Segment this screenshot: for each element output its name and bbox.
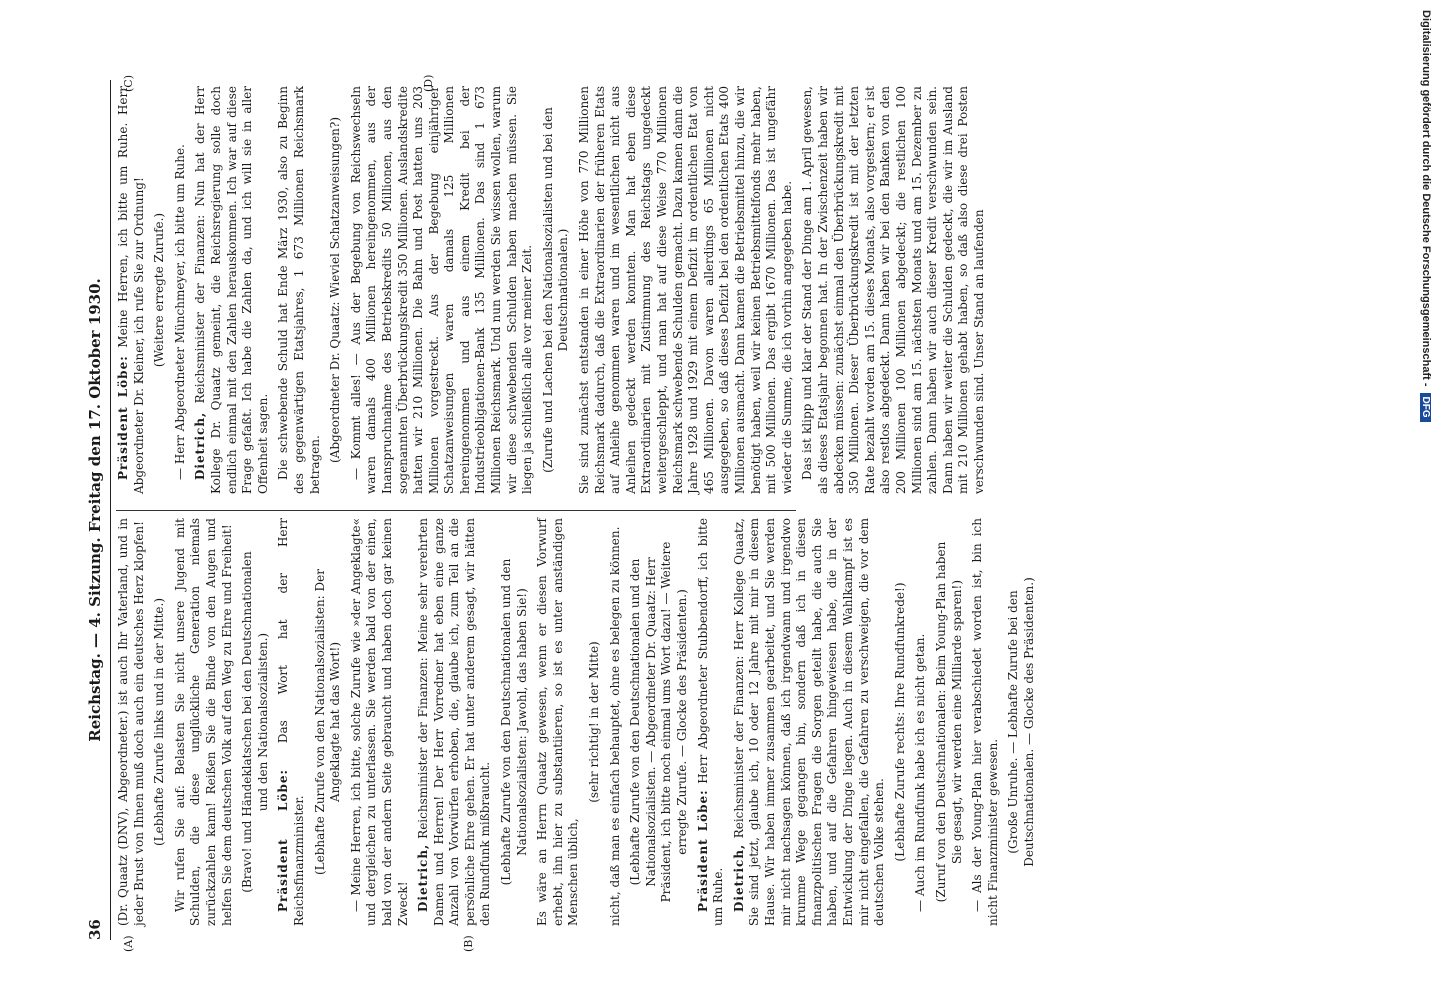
speaker-name: Dietrich, (731, 843, 746, 912)
paragraph: Die schwebende Schuld hat Ende März 1930, also zu Beginn des gegenwärtigen Etatsjahres, 1 673 Millionen Reichsmark betragen. (276, 86, 322, 494)
speech-text: Das Wort hat der Herr Reichsfinanzminister. (276, 518, 306, 926)
speaker-name: Dietrich, (416, 843, 431, 912)
paragraph: — Auch im Rundfunk habe ich es nicht getan. (913, 633, 928, 912)
margin-marker-a: (A) (122, 935, 135, 952)
speaker-name: Präsident Löbe: (276, 769, 291, 912)
speech-paragraph (732, 518, 888, 926)
speech-text: Reichsminister der Finanzen: Nun hat der Herr Kollege Dr. Quaatz gemeint, die Reichsregierung solle doch endlich einmal mit den Zahlen herauskommen. Ich war auf diese Frage gefaßt. Ich habe die Zahlen da, und ich will sie in aller Offenheit sagen. (193, 86, 270, 494)
speech-text: Reichsminister der Finanzen: Herr Kollege Quaatz, Sie sind jetzt, glaube ich, 10 oder 12 Jahre mit mir in diesem Hause. Wir haben immer zusammen gearbeitet, und Sie werden mir nicht nachsagen können, daß ich irgendwann und irgendwo krumme Wege gegangen bin, sondern daß ich in diesen finanzpolitischen Fragen die Sorgen geteilt habe, die auch Sie haben, und auf die Gefahren hingewiesen habe, die in der Entwicklung der Dinge liegen. Auch in diesem Wahlkampf ist es mir nicht eingefallen, die Gefahren zu verschweigen, die vor dem deutschen Volke stehen. (731, 518, 887, 926)
paragraph: — Herr Abgeordneter Münchmeyer, ich bitte um Ruhe. (172, 144, 187, 480)
page-number: 36 (86, 919, 104, 940)
margin-marker-b: (B) (462, 935, 475, 952)
interjection: (Lebhafte Zurufe rechts: Ihre Rundfunkrede!) (892, 582, 907, 862)
right-column (116, 86, 986, 494)
speech-paragraph (193, 86, 271, 494)
speech-paragraph (116, 86, 147, 494)
page-header (82, 80, 111, 940)
paragraph: (Dr. Quaatz (DNV), Abgeordneter.) ist auch Ihr Vaterland, und in jeder Brust von Ihnen muß doch auch ein deutsches Herz klopfen! (116, 518, 146, 926)
column-divider (116, 510, 796, 511)
left-column (116, 518, 1036, 926)
paragraph: Das ist klipp und klar der Stand der Dinge am 1. April gewesen, als dieses Etatsjahr begonnen hat. In der Zwischenzeit haben wir abdecken müssen: zunächst einmal den Überbrückungskredit mit 350 Millionen. Dieser Überbrückungskredit ist mit der letzten Rate bezahlt worden am 15. dieses Monats, also vorgestern; er ist also restlos abgedeckt. Dann haben wir bei den Banken von den 200 Millionen 100 Millionen abgedeckt; die restlichen 100 Millionen sind am 15. nächsten Monats und am 15. Dezember zu zahlen. Dann haben wir auch dieser Kredit verschwunden sein. Dann haben wir weiter die Schulden gedeckt, die wir im Ausland mit 210 Millionen gehabt haben, so daß also diese drei Posten verschwunden sind. Unser Stand an laufenden (800, 86, 986, 494)
dfg-logo: DFG (1420, 393, 1431, 422)
paragraph: — Als der Young-Plan hier verabschiedet worden ist, bin ich nicht Finanzminister gewesen. (970, 518, 1000, 926)
paragraph: — Meine Herren, ich bitte, solche Zurufe wie »der Angeklagte« und dergleichen zu unterlassen. Sie werden bald von der einen, bald von der andern Seite gebraucht und haben doch gar keinen Zweck! (348, 518, 410, 926)
paragraph: Wir rufen Sie auf: Belasten Sie nicht unsere Jugend mit Schulden, die diese unglückliche Generation niemals zurückzahlen kann! Reißen Sie die Binde von den Augen und helfen Sie dem deutschen Volk auf den Weg zu Ehre und Freiheit! (172, 518, 234, 926)
speaker-name: Präsident Löbe: (695, 789, 710, 912)
interjection: (Bravo! und Händeklatschen bei den Deutschnationalen und den Nationalsozialisten.) (240, 551, 270, 893)
paragraph: — Kommt alles! — Aus der Begebung von Reichswechseln waren damals 400 Millionen hereingenommen, aus der Inanspruchnahme des Betriebskredits 50 Millionen, aus den sogenannten Überbrückungskredit 350 Millionen. Auslandskredite hatten wir 210 Millionen. Die Bahn und Post hatten uns 203 Millionen vorgestreckt. Aus der Begebung einjähriger Schatzanweisungen waren damals 125 Millionen hereingenommen und aus einem Kredit bei der Industrieobligationen-Bank 135 Millionen. Das sind 1 673 Millionen Reichsmark. Und nun werden Sie wissen wollen, warum wir diese schwebenden Schulden haben machen müssen. Sie liegen ja schließlich alle vor meiner Zeit. (348, 86, 535, 494)
speech-paragraph (696, 518, 727, 926)
speech-text: Reichsminister der Finanzen: Meine sehr verehrten Damen und Herren! Der Herr Vorredner hat eben eine ganze Anzahl von Vorwürfen erhoben, die, glaube ich, zum Teil an die persönliche Ehre gehen. Er hat unter anderem gesagt, wir hätten den Rundfunk mißbraucht. (416, 518, 493, 926)
speaker-name: Dietrich, (193, 411, 208, 480)
speech-paragraph (416, 518, 494, 926)
credit-text: Digitalisierung gefördert durch die Deutsche Forschungsgemeinschaft - (1420, 10, 1432, 387)
interjection: (Weitere erregte Zurufe.) (152, 212, 167, 368)
speech-text: Herr Abgeordneter Stubbendorff, ich bitte um Ruhe. (695, 518, 726, 926)
rotated-page (82, 74, 1036, 952)
speech-text: Meine Herren, ich bitte um Ruhe. Herr Abgeordneter Dr. Kleiner, ich rufe Sie zur Ordnung! (116, 86, 146, 494)
margin-marker-d: (D) (422, 74, 435, 92)
interjection: (Lebhafte Zurufe links und in der Mitte.) (152, 597, 167, 847)
interjection: (Große Unruhe. — Lebhafte Zurufe bei den Deutschnationalen. — Glocke des Präsidenten.) (1006, 577, 1036, 867)
interjection: (Lebhafte Zurufe von den Deutschnationalen und den Nationalsozialisten. — Abgeordneter Dr. Quaatz: Herr Präsident, ich bitte noch einmal ums Wort dazu! — Weitere erregte Zurufe. — Glocke des Präsidenten.) (628, 541, 689, 903)
paragraph: nicht, daß man es einfach behauptet, ohne es belegen zu können. (607, 526, 622, 926)
interjection: (Zurufe und Lachen bei den Nationalsozialisten und bei den Deutschnationalen.) (540, 107, 571, 473)
margin-marker-c: (C) (122, 75, 135, 92)
interjection: (sehr richtig! in der Mitte) (587, 641, 602, 803)
running-title: Reichstag. — 4. Sitzung. Freitag den 17. Oktober 1930. (86, 278, 104, 742)
interjection: (Lebhafte Zurufe von den Deutschnationalen und den Nationalsozialisten: Jawohl, das haben Sie!) (499, 558, 529, 886)
paragraph: Es wäre an Herrn Quaatz gewesen, wenn er diesen Vorwurf erhebt, ihn hier zu substantiieren, so ist es unter anständigen Menschen üblich, (535, 518, 581, 926)
dfg-credit-line (1412, 10, 1432, 1000)
interjection: (Lebhafte Zurufe von den Nationalsozialisten: Der Angeklagte hat das Wort!) (312, 568, 343, 876)
interjection: (Zuruf von den Deutschnationalen: Beim Young-Plan haben Sie gesagt, wir werden eine Milliarde sparen!) (933, 541, 964, 903)
speaker-name: Präsident Löbe: (116, 355, 130, 480)
paragraph: Sie sind zunächst entstanden in einer Höhe von 770 Millionen Reichsmark dadurch, daß die Extraordinarien der früheren Etats auf Anleihe genommen waren und im wesentlichen nicht aus Anleihen gedeckt werden konnten. Man hat eben diese Extraordinarien mit Zustimmung des Reichstags ungedeckt weitergeschleppt, und man hat auf diese Weise 770 Millionen Reichsmark schwebende Schulden gemacht. Dazu kamen dann die Jahre 1928 und 1929 mit einem Defizit im ordentlichen Etat von 465 Millionen. Davon waren allerdings 65 Millionen nicht ausgegeben, so daß dieses Defizit bei den ordentlichen Etats 400 Millionen ausmacht. Dann kamen die Betriebsmittel hinzu, die wir benötigt haben, weil wir keinen Betriebsmittelfonds mehr haben, mit 500 Millionen. Das ergibt 1670 Millionen. Das ist ungefähr wieder die Summe, die ich vorhin angegeben habe. (577, 86, 794, 494)
speech-paragraph (276, 518, 307, 926)
interjection: (Abgeordneter Dr. Quaatz: Wieviel Schatzanweisungen?) (328, 116, 343, 464)
